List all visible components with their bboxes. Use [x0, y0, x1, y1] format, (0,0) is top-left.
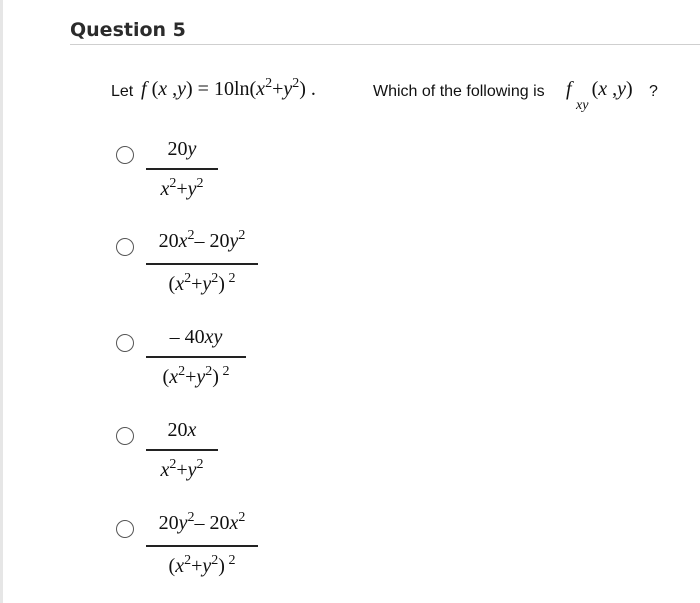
fraction-bar: [146, 263, 258, 265]
question-stem: [111, 78, 696, 118]
fraction-bar: [146, 545, 258, 547]
answer-option-2[interactable]: [113, 228, 313, 308]
option-denominator: $(x^2+y^2)$ $^2$: [168, 270, 236, 295]
radio-button[interactable]: [116, 238, 134, 256]
fraction-bar: [146, 356, 246, 358]
stem-lead: Let: [111, 83, 134, 100]
option-denominator: $(x^2+y^2)$ $^2$: [168, 552, 236, 577]
stem-prompt: Which of the following is: [373, 83, 545, 100]
option-fraction: [146, 136, 218, 205]
stem-function-definition: f (x $,y) = 10\ln(x^2+y^2)$ .: [141, 76, 316, 100]
radio-button[interactable]: [116, 427, 134, 445]
answer-option-3[interactable]: [113, 326, 313, 404]
option-numerator: $20y^2-$ $20x^2$: [158, 510, 246, 534]
option-numerator: $20x^2-$ $20y^2$: [158, 228, 246, 252]
radio-button[interactable]: [116, 520, 134, 538]
option-numerator: – 40xy: [169, 326, 223, 348]
option-denominator: $x^2+y^2$: [160, 456, 204, 481]
stem-question-mark: ?: [649, 83, 658, 100]
question-title: Question 5: [70, 19, 186, 41]
option-fraction: [146, 510, 258, 582]
option-numerator: 20x: [167, 419, 197, 441]
radio-button[interactable]: [116, 146, 134, 164]
stem-target-derivative: f xy (x ,y): [566, 78, 633, 113]
option-numerator: 20y: [167, 138, 197, 160]
option-denominator: $(x^2+y^2)$ $^2$: [162, 363, 230, 388]
fraction-bar: [146, 168, 218, 170]
option-fraction: [146, 324, 246, 393]
option-fraction: [146, 228, 258, 300]
option-fraction: [146, 417, 218, 486]
fraction-bar: [146, 449, 218, 451]
radio-button[interactable]: [116, 334, 134, 352]
option-denominator: $x^2+y^2$: [160, 175, 204, 200]
answer-option-1[interactable]: [113, 138, 313, 216]
answer-option-4[interactable]: [113, 419, 313, 497]
left-border: [0, 0, 3, 603]
answer-option-5[interactable]: [113, 510, 313, 590]
title-divider: [70, 44, 700, 45]
